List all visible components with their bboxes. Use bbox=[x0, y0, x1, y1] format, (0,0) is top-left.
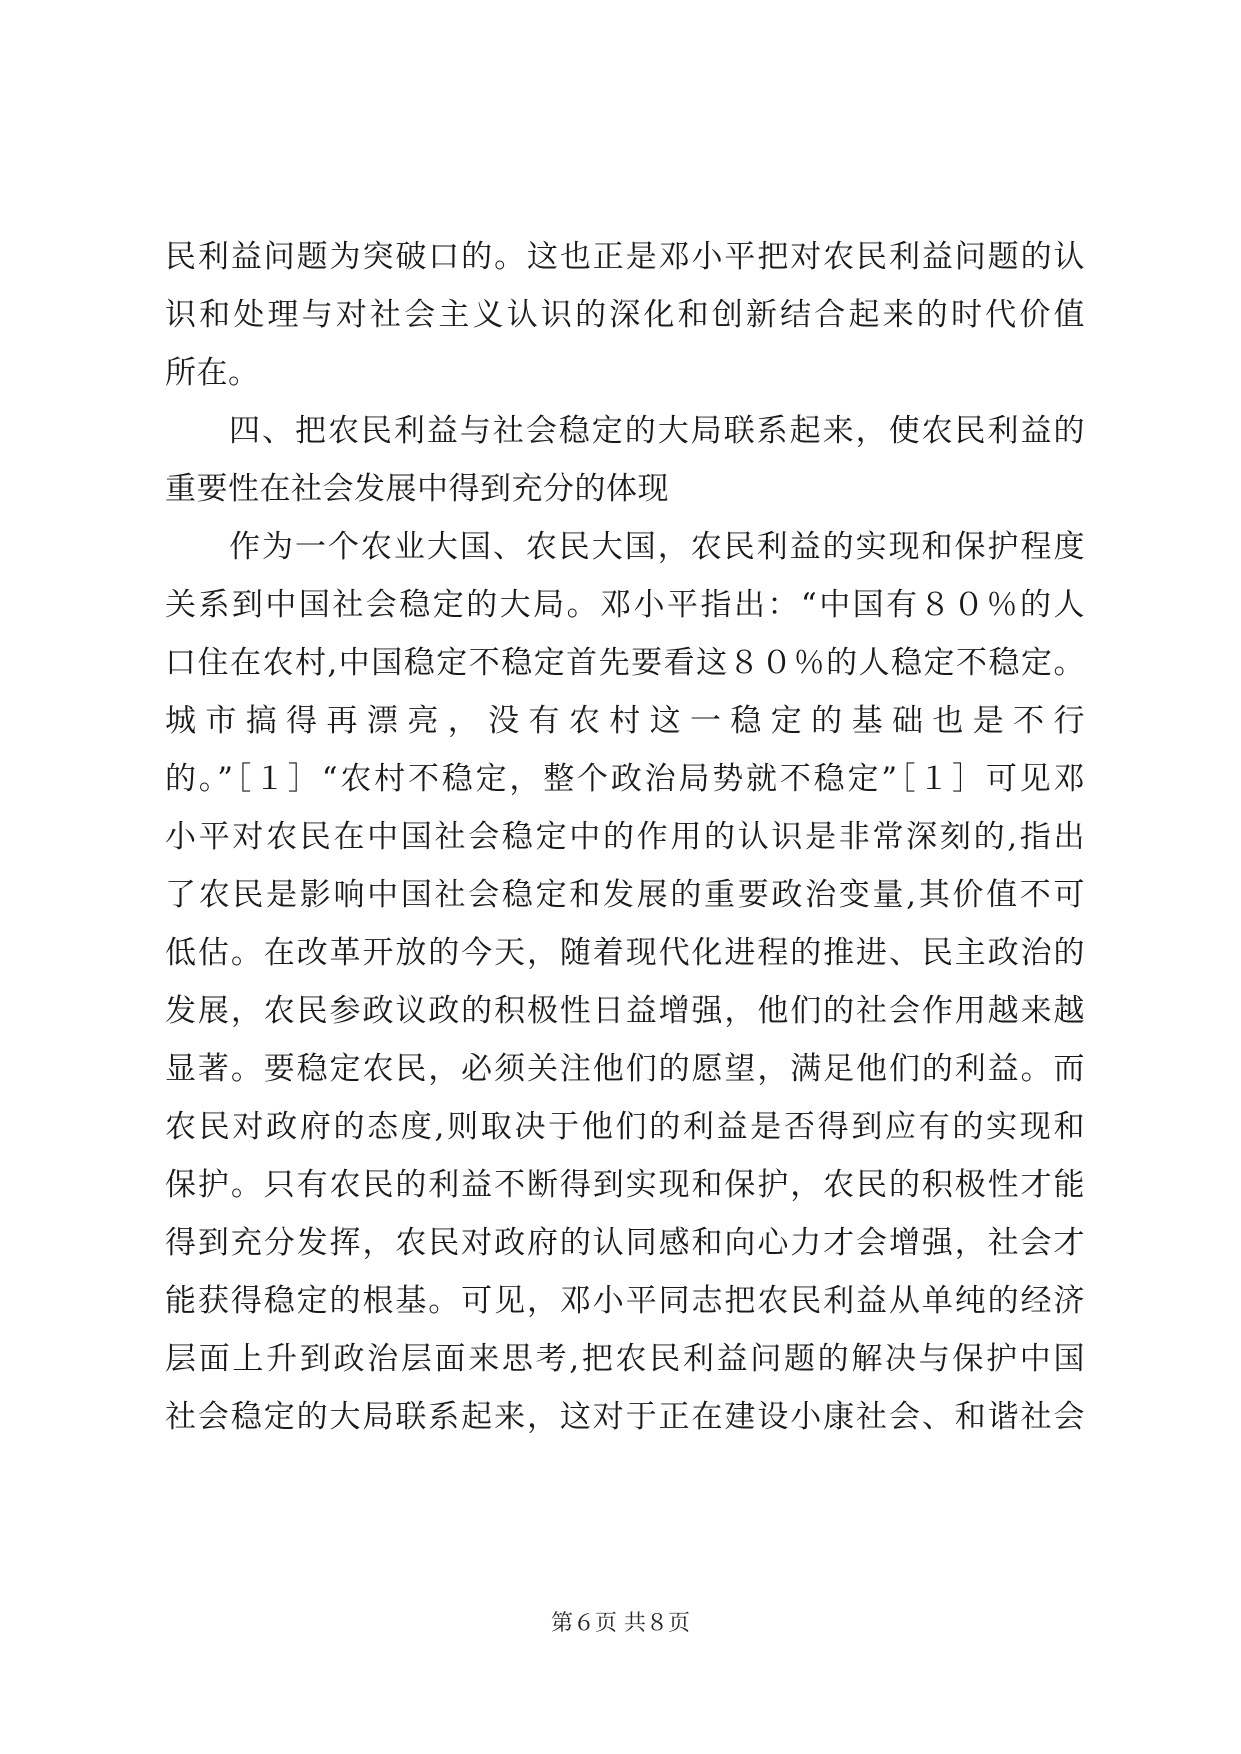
text-line: 关系到中国社会稳定的大局。邓小平指出：“中国有８０％的人 bbox=[165, 587, 1085, 623]
text-line: 城市搞得再漂亮，没有农村这一稳定的基础也是不行 bbox=[165, 703, 1085, 739]
text-line: 低估。在改革开放的今天，随着现代化进程的推进、民主政治的 bbox=[165, 935, 1085, 971]
section-heading-line: 重要性在社会发展中得到充分的体现 bbox=[165, 471, 669, 507]
text-line: 了农民是影响中国社会稳定和发展的重要政治变量,其价值不可 bbox=[165, 877, 1085, 913]
text-line: 作为一个农业大国、农民大国，农民利益的实现和保护程度 bbox=[229, 529, 1085, 565]
text-line: 的。”［１］“农村不稳定，整个政治局势就不稳定”［１］可见邓 bbox=[165, 761, 1085, 797]
text-line: 得到充分发挥，农民对政府的认同感和向心力才会增强，社会才 bbox=[165, 1225, 1085, 1261]
text-line: 识和处理与对社会主义认识的深化和创新结合起来的时代价值 bbox=[165, 297, 1085, 333]
text-line: 口住在农村,中国稳定不稳定首先要看这８０％的人稳定不稳定。 bbox=[165, 645, 1085, 681]
text-line: 社会稳定的大局联系起来，这对于正在建设小康社会、和谐社会 bbox=[165, 1399, 1085, 1435]
text-line: 保护。只有农民的利益不断得到实现和保护，农民的积极性才能 bbox=[165, 1167, 1085, 1203]
text-line: 所在。 bbox=[165, 355, 260, 391]
text-line: 显著。要稳定农民，必须关注他们的愿望，满足他们的利益。而 bbox=[165, 1051, 1085, 1087]
text-line: 能获得稳定的根基。可见，邓小平同志把农民利益从单纯的经济 bbox=[165, 1283, 1085, 1319]
body-text bbox=[165, 228, 1085, 1446]
page-number-footer: 第６页 共８页 bbox=[551, 1611, 690, 1636]
section-heading-line: 四、把农民利益与社会稳定的大局联系起来，使农民利益的 bbox=[229, 413, 1085, 449]
text-line: 小平对农民在中国社会稳定中的作用的认识是非常深刻的,指出 bbox=[165, 819, 1085, 855]
text-line: 层面上升到政治层面来思考,把农民利益问题的解决与保护中国 bbox=[165, 1341, 1085, 1377]
text-line: 民利益问题为突破口的。这也正是邓小平把对农民利益问题的认 bbox=[165, 239, 1085, 275]
text-line: 农民对政府的态度,则取决于他们的利益是否得到应有的实现和 bbox=[165, 1109, 1085, 1145]
text-line: 发展，农民参政议政的积极性日益增强，他们的社会作用越来越 bbox=[165, 993, 1085, 1029]
